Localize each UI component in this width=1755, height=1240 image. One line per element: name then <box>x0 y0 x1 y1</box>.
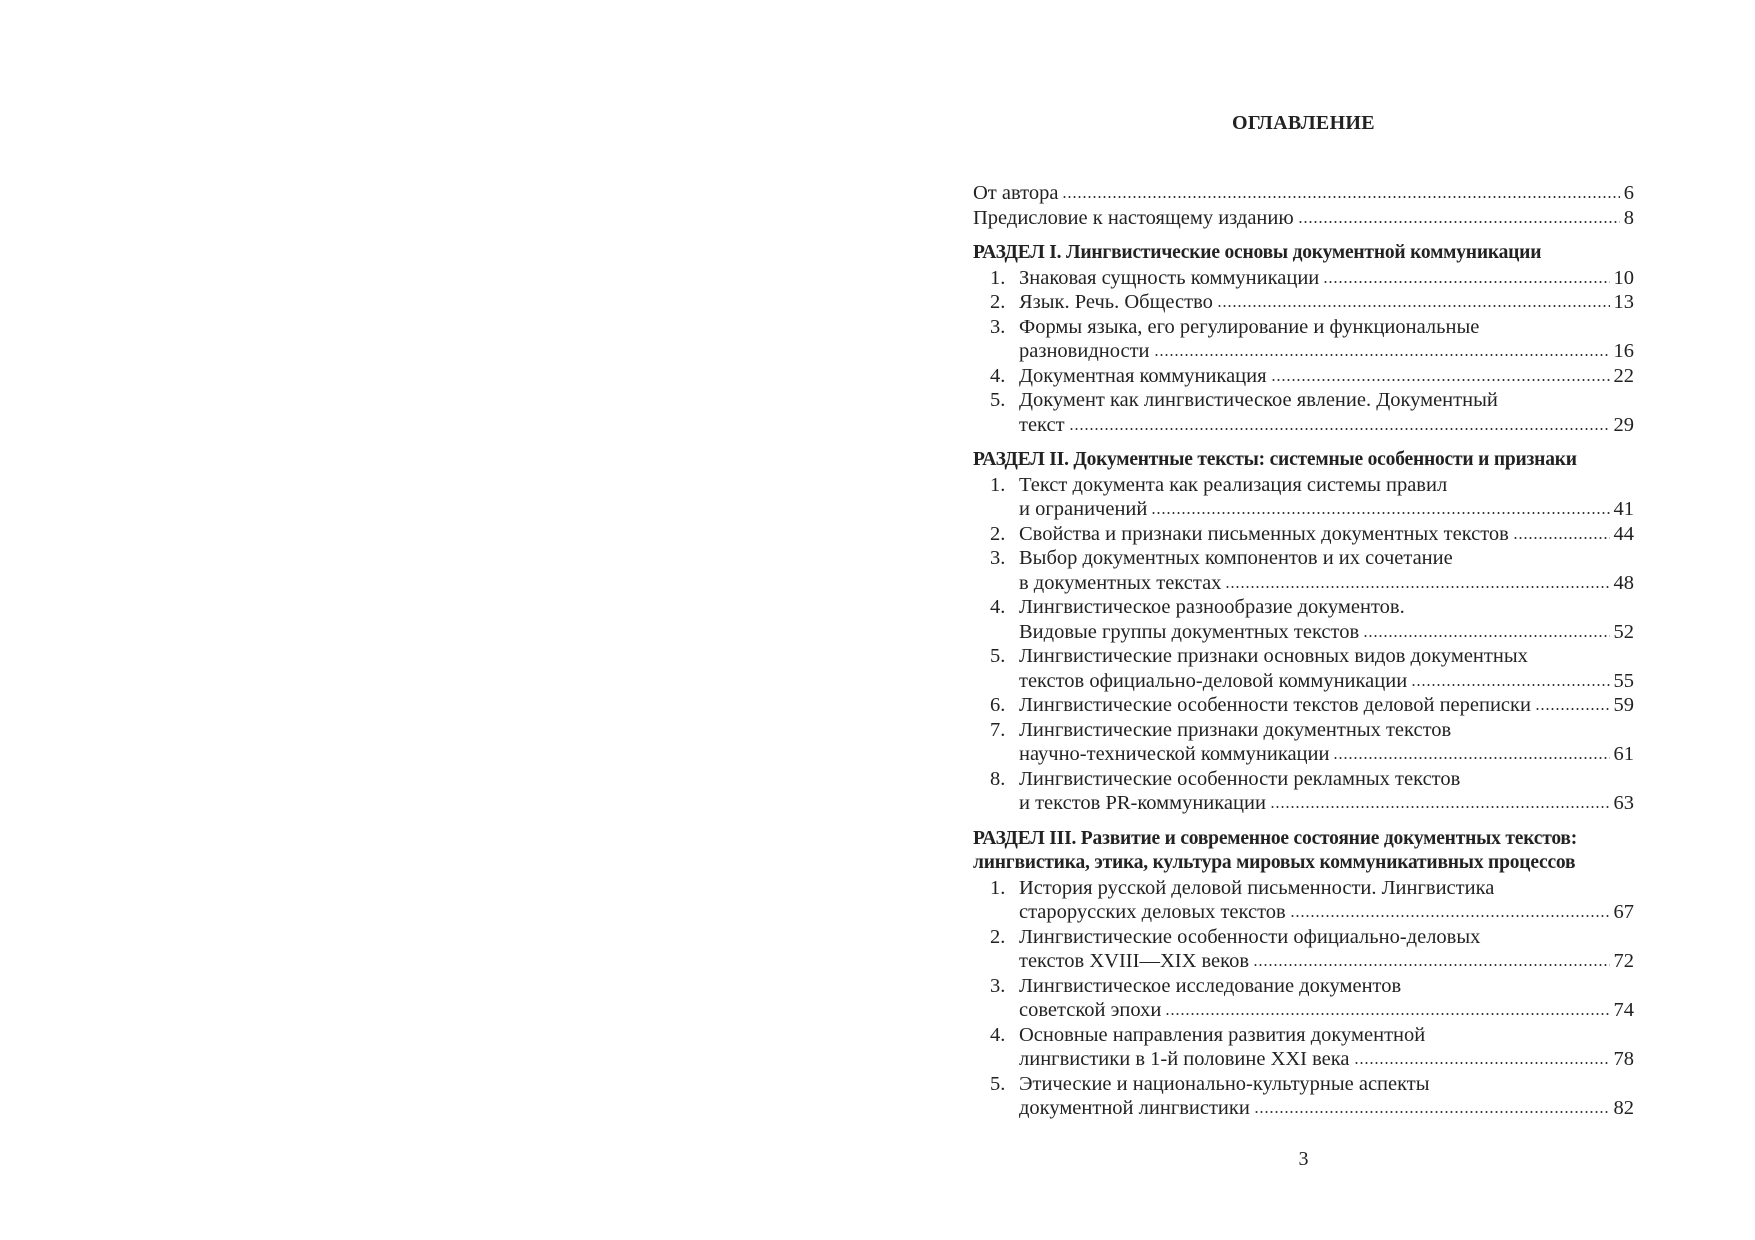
entry-text: и текстов PR-коммуникации <box>1019 792 1266 814</box>
entry-number: 6. <box>990 694 1006 716</box>
dot-leader <box>1062 195 1619 199</box>
entry-text: старорусских деловых текстов <box>1019 901 1286 923</box>
dot-leader <box>1154 353 1610 357</box>
entry-text: Лингвистические особенности текстов деловой переписки <box>1019 694 1531 716</box>
toc-entry-line[interactable] <box>1019 669 1634 694</box>
entry-page: 67 <box>1613 901 1634 923</box>
entry-number: 3. <box>990 315 1006 338</box>
toc-entry-line[interactable] <box>1019 1047 1634 1072</box>
entry-page: 59 <box>1613 694 1634 716</box>
entry-text: и ограничений <box>1019 498 1148 520</box>
entry-number: 1. <box>990 266 1006 289</box>
entry-text: Документная коммуникация <box>1019 364 1267 387</box>
toc-entry[interactable] <box>973 266 1634 291</box>
entry-text: текстов официально-деловой коммуникации <box>1019 669 1408 692</box>
entry-text-line: Формы языка, его регулирование и функциональные <box>1019 315 1480 338</box>
entry-text-line: Лингвистическое исследование документов <box>1019 974 1402 997</box>
entry-text-line: История русской деловой письменности. Лингвистика <box>1019 876 1495 899</box>
entry-page: 10 <box>1613 266 1634 289</box>
toc-entry-line[interactable] <box>1019 571 1634 596</box>
entry-text-line: Документ как лингвистическое явление. Документный <box>1019 389 1498 411</box>
dot-leader <box>1363 634 1609 638</box>
toc-entry-line[interactable] <box>1019 900 1634 925</box>
dot-leader <box>1323 280 1609 284</box>
toc-entry[interactable] <box>973 974 1634 1023</box>
entry-text: текстов XVIII—XIX веков <box>1019 950 1250 972</box>
section-heading[interactable] <box>973 448 1634 473</box>
entry-number: 2. <box>990 291 1006 313</box>
dot-leader <box>1225 585 1609 589</box>
section-heading-line: РАЗДЕЛ II. Документные тексты: системные особенности и признаки <box>973 449 1577 470</box>
entry-page: 74 <box>1613 999 1634 1021</box>
entry-number: 1. <box>990 473 1006 496</box>
dot-leader <box>1354 1061 1610 1065</box>
toc-entry[interactable] <box>973 1023 1634 1072</box>
dot-leader <box>1270 805 1610 809</box>
entry-page: 16 <box>1613 340 1634 362</box>
entry-text-line: Лингвистическое разнообразие документов. <box>1019 596 1405 618</box>
entry-number: 5. <box>990 389 1006 411</box>
dot-leader <box>1290 914 1610 918</box>
entry-number: 4. <box>990 596 1006 618</box>
dot-leader <box>1271 378 1610 382</box>
entry-text: разновидности <box>1019 340 1150 362</box>
entry-number: 1. <box>990 876 1006 899</box>
toc-entry-line[interactable] <box>1019 1096 1634 1121</box>
toc-entry[interactable] <box>973 546 1634 595</box>
dot-leader <box>1298 220 1620 224</box>
toc-entry-line[interactable] <box>1019 290 1634 315</box>
entry-text: Свойства и признаки письменных документных текстов <box>1019 522 1509 545</box>
entry-number: 2. <box>990 925 1006 948</box>
toc-entry-line[interactable] <box>1019 791 1634 816</box>
toc-entry-line[interactable] <box>1019 413 1634 438</box>
entry-number: 2. <box>990 522 1006 545</box>
entry-page: 8 <box>1623 206 1634 229</box>
section-heading[interactable] <box>973 241 1634 266</box>
entry-number: 5. <box>990 645 1006 667</box>
toc-entry[interactable] <box>973 522 1634 547</box>
table-of-contents <box>973 181 1634 1121</box>
entry-text: Язык. Речь. Общество <box>1019 291 1213 313</box>
entry-page: 44 <box>1613 522 1634 545</box>
toc-entry-line[interactable] <box>1019 266 1634 291</box>
entry-number: 5. <box>990 1072 1006 1095</box>
toc-entry[interactable] <box>973 595 1634 644</box>
toc-entry-line[interactable] <box>1019 620 1634 645</box>
entry-text: Знаковая сущность коммуникации <box>1019 266 1320 289</box>
entry-text: в документных текстах <box>1019 571 1222 594</box>
page-title: ОГЛАВЛЕНИЕ <box>1232 112 1375 134</box>
toc-entry-line[interactable] <box>1019 339 1634 364</box>
toc-entry[interactable] <box>973 644 1634 693</box>
entry-text-line: Выбор документных компонентов и их сочетание <box>1019 547 1453 569</box>
toc-entry[interactable] <box>973 473 1634 522</box>
toc-entry-line[interactable] <box>1019 364 1634 389</box>
entry-page: 52 <box>1613 620 1634 643</box>
dot-leader <box>1069 427 1610 431</box>
toc-entry[interactable] <box>973 290 1634 315</box>
entry-number: 4. <box>990 364 1006 387</box>
toc-entry[interactable] <box>973 876 1634 925</box>
dot-leader <box>1411 683 1609 687</box>
entry-page: 29 <box>1613 413 1634 436</box>
dot-leader <box>1217 304 1610 308</box>
entry-page: 41 <box>1613 498 1634 520</box>
toc-entry-line[interactable] <box>1019 693 1634 718</box>
toc-entry[interactable] <box>973 925 1634 974</box>
entry-text-line: Лингвистические особенности официально-деловых <box>1019 925 1481 948</box>
entry-text-line: Этические и национально-культурные аспекты <box>1019 1072 1430 1095</box>
entry-page: 48 <box>1613 571 1634 594</box>
entry-page: 63 <box>1613 792 1634 814</box>
entry-number: 3. <box>990 547 1006 569</box>
entry-text-line: Лингвистические признаки документных текстов <box>1019 718 1452 741</box>
section-heading-line: РАЗДЕЛ I. Лингвистические основы документной коммуникации <box>973 242 1542 263</box>
entry-text-line: Лингвистические особенности рекламных текстов <box>1019 767 1461 790</box>
section-heading[interactable] <box>973 827 1634 876</box>
toc-entry-line[interactable] <box>1019 949 1634 974</box>
toc-entry[interactable] <box>973 767 1634 816</box>
entry-text: научно-технической коммуникации <box>1019 743 1330 765</box>
dot-leader <box>1513 536 1610 540</box>
entry-text: советской эпохи <box>1019 999 1162 1021</box>
toc-entry-line[interactable] <box>1019 497 1634 522</box>
entry-number: 8. <box>990 767 1006 790</box>
entry-page: 72 <box>1613 950 1634 972</box>
entry-page: 22 <box>1613 364 1634 387</box>
toc-entry[interactable] <box>973 315 1634 364</box>
toc-entry-line[interactable] <box>1019 998 1634 1023</box>
entry-text: От автора <box>973 182 1059 204</box>
entry-number: 4. <box>990 1023 1006 1046</box>
dot-leader <box>1253 963 1609 967</box>
dot-leader <box>1535 707 1610 711</box>
toc-entry[interactable] <box>973 388 1634 437</box>
toc-entry-line[interactable] <box>1019 522 1634 547</box>
toc-entry[interactable] <box>973 693 1634 718</box>
entry-page: 78 <box>1613 1048 1634 1070</box>
entry-page: 55 <box>1613 669 1634 692</box>
entry-text-line: Текст документа как реализация системы правил <box>1019 473 1448 496</box>
entry-text: лингвистики в 1-й половине XXI века <box>1019 1048 1350 1070</box>
page-number: 3 <box>1298 1148 1309 1170</box>
entry-number: 7. <box>990 718 1006 741</box>
entry-page: 82 <box>1613 1097 1634 1119</box>
dot-leader <box>1165 1012 1609 1016</box>
toc-entry[interactable] <box>973 718 1634 767</box>
section-heading-line: лингвистика, этика, культура мировых коммуникативных процессов <box>973 852 1576 873</box>
entry-number: 3. <box>990 974 1006 997</box>
toc-entry-front[interactable] <box>973 206 1634 231</box>
toc-entry[interactable] <box>973 1072 1634 1121</box>
entry-text: Предисловие к настоящему изданию <box>973 206 1294 229</box>
entry-text: документной лингвистики <box>1019 1097 1250 1119</box>
toc-entry-front[interactable] <box>973 181 1634 206</box>
entry-page: 61 <box>1613 743 1634 765</box>
section-heading-line: РАЗДЕЛ III. Развитие и современное состояние документных текстов: <box>973 827 1578 849</box>
entry-text-line: Основные направления развития документной <box>1019 1023 1426 1046</box>
entry-page: 13 <box>1613 291 1634 313</box>
dot-leader <box>1151 511 1609 515</box>
entry-page: 6 <box>1623 182 1634 204</box>
entry-text: текст <box>1019 413 1065 436</box>
entry-text-line: Лингвистические признаки основных видов документных <box>1019 645 1528 667</box>
dot-leader <box>1333 756 1609 760</box>
toc-entry[interactable] <box>973 364 1634 389</box>
entry-text: Видовые группы документных текстов <box>1019 620 1360 643</box>
dot-leader <box>1254 1110 1610 1114</box>
toc-entry-line[interactable] <box>1019 742 1634 767</box>
